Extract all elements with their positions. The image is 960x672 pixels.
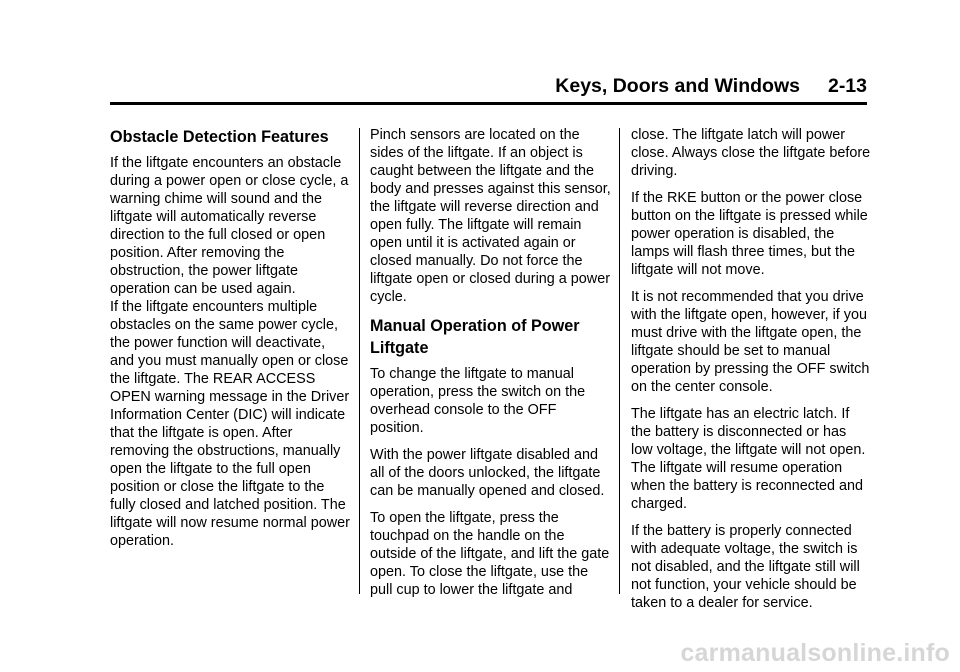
col1-paragraph-1: If the liftgate encounters an obstacle during a power open or close cycle, a warning chime will sound and the liftgate will automatically reverse direction to the full closed or open position. After removing the obstruction, the power liftgate operation can be used again. [110,155,349,297]
col2-paragraph-2: To change the liftgate to manual operation, press the switch on the overhead console to the OFF position. [370,366,586,436]
col2-paragraph-1: Pinch sensors are located on the sides of the liftgate. If an object is caught between the liftgate and the body and presses against this sensor, the liftgate will reverse direction and open fully. The liftgate will remain open until it is activated again or closed manually. Do not force the liftgate open or closed during a power cycle. [370,127,611,305]
column-3 [631,126,871,621]
column-2 [370,126,612,608]
manual-operation-heading: Manual Operation of Power Liftgate [370,317,580,357]
page-number: 2-13 [827,75,867,97]
column-divider-1 [359,128,360,594]
col3-paragraph-2: If the RKE button or the power close button on the liftgate is pressed while power operation is disabled, the lamps will flash three times, but the liftgate will not move. [631,190,868,278]
page-header [110,72,867,100]
header-rule [110,102,867,105]
col3-paragraph-1: close. The liftgate latch will power close. Always close the liftgate before driving. [631,127,871,179]
col3-paragraph-3: It is not recommended that you drive with the liftgate open, however, if you must drive with the liftgate open, the liftgate should be set to manual operation by pressing the OFF switch on the center console. [631,289,870,395]
col2-paragraph-3: With the power liftgate disabled and all of the doors unlocked, the liftgate can be manually opened and closed. [370,447,605,499]
section-title: Keys, Doors and Windows [555,75,800,97]
column-divider-2 [619,128,620,594]
col1-paragraph-2: If the liftgate encounters multiple obstacles on the same power cycle, the power function will deactivate, and you must manually open or close the liftgate. The REAR ACCESS OPEN warning message in the Driver Information Center (DIC) will indicate that the liftgate is open. After removing the obstructions, manually open the liftgate to the full open position or close the liftgate to the fully closed and latched position. The liftgate will now resume normal power operation. [110,299,350,549]
col3-paragraph-5: If the battery is properly connected with adequate voltage, the switch is not disabled, and the liftgate still will not function, your vehicle should be taken to a dealer for service. [631,523,860,611]
watermark: carmanualsonline.info [680,639,950,667]
column-1 [110,126,352,559]
col3-paragraph-4: The liftgate has an electric latch. If the battery is disconnected or has low voltage, the liftgate will not open. The liftgate will resume operation when the battery is reconnected and charged. [631,406,866,512]
col2-paragraph-4: To open the liftgate, press the touchpad on the handle on the outside of the liftgate, and lift the gate open. To close the liftgate, use the pull cup to lower the liftgate and [370,510,610,598]
obstacle-detection-heading: Obstacle Detection Features [110,128,329,146]
